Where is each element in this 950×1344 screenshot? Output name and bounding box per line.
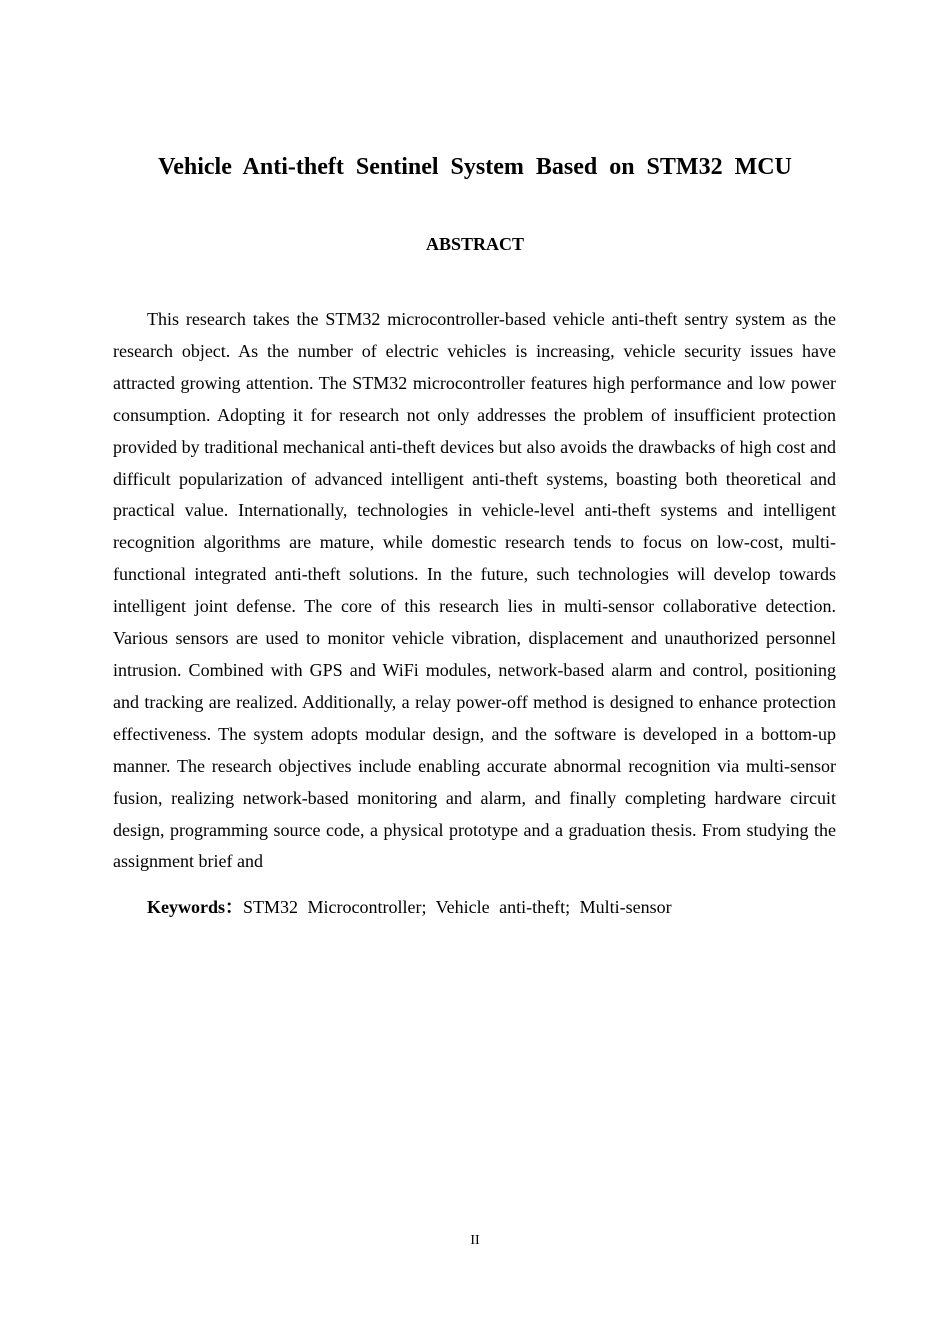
abstract-heading: ABSTRACT bbox=[425, 234, 525, 254]
page-number: II bbox=[470, 1233, 480, 1248]
keywords-label: Keywords： bbox=[147, 897, 243, 917]
paper-title: Vehicle Anti-theft Sentinel System Based on STM32 MCU bbox=[158, 154, 792, 180]
keywords-value: STM32 Microcontroller; Vehicle anti-theft; Multi-sensor bbox=[243, 897, 672, 917]
keywords-line bbox=[147, 893, 672, 921]
abstract-body: This research takes the STM32 microcontroller-based vehicle anti-theft sentry system as the research object. As the number of electric vehicles is increasing, vehicle security issues have attracted growing attention. The STM32 microcontroller features high performance and low power consumption. Adopting it for research not only addresses the problem of insufficient protection provided by traditional mechanical anti-theft devices but also avoids the drawbacks of high cost and difficult popularization of advanced intelligent anti-theft systems, boasting both theoretical and practical value. Internationally, technologies in vehicle-level anti-theft systems and intelligent recognition algorithms are mature, while domestic research tends to focus on low-cost, multi-functional integrated anti-theft solutions. In the future, such technologies will develop towards intelligent joint defense. The core of this research lies in multi-sensor collaborative detection. Various sensors are used to monitor vehicle vibration, displacement and unauthorized personnel intrusion. Combined with GPS and WiFi modules, network-based alarm and control, positioning and tracking are realized. Additionally, a relay power-off method is designed to enhance protection effectiveness. The system adopts modular design, and the software is developed in a bottom-up manner. The research objectives include enabling accurate abnormal recognition via multi-sensor fusion, realizing network-based monitoring and alarm, and finally completing hardware circuit design, programming source code, a physical prototype and a graduation thesis. From studying the assignment brief and bbox=[113, 309, 836, 872]
